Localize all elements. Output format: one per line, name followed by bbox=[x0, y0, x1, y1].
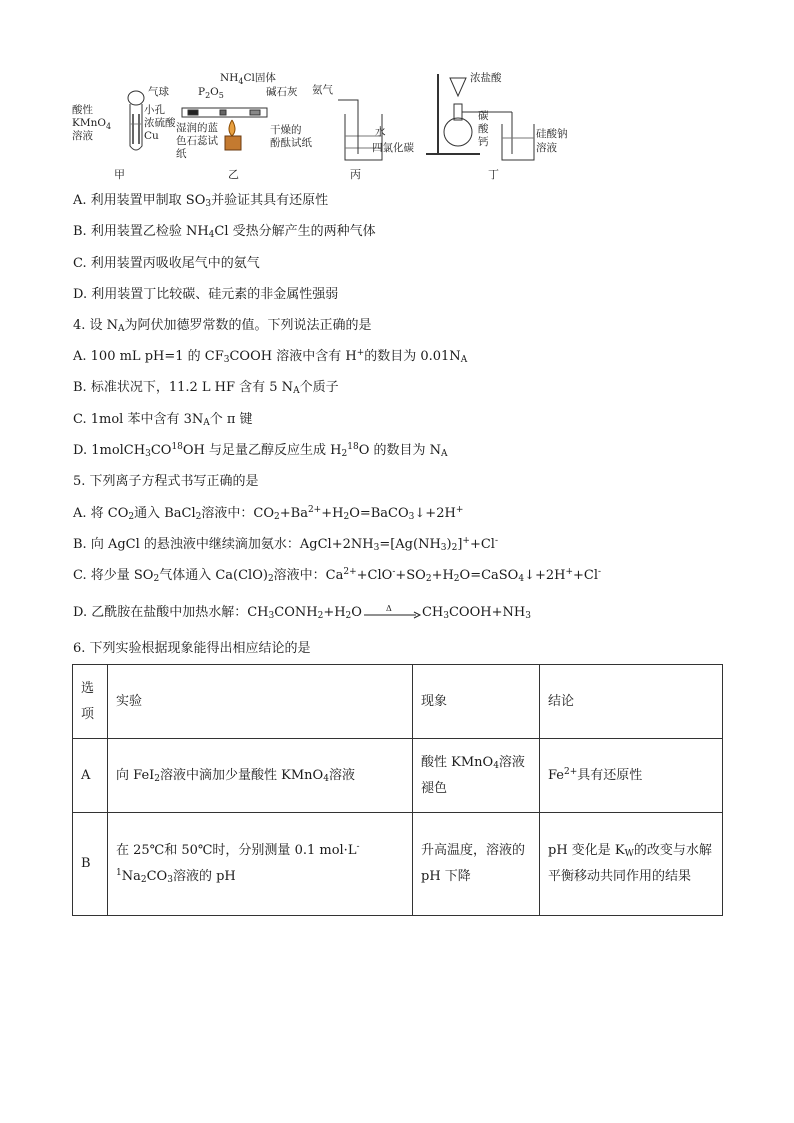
q4-stem: 4. 设 $N_A$为阿伏加德罗常数的值。下列说法正确的是 bbox=[73, 318, 372, 334]
yi-caption: 乙 bbox=[228, 168, 239, 181]
ding-label-2: 酸 bbox=[478, 123, 489, 135]
yi-label-8: 酚酞试纸 bbox=[270, 137, 312, 149]
bing-label-water: 水 bbox=[375, 126, 386, 138]
yi-label-6: 纸 bbox=[176, 148, 187, 160]
q4-option-b: B. 标准状况下，11.2 L HF 含有 5 $N_A$个质子 bbox=[73, 380, 339, 396]
jia-label-balloon: 气球 bbox=[148, 86, 169, 98]
jia-label-2: KMnO$_4$ bbox=[72, 117, 112, 132]
row-b-phenomenon: 升高温度，溶液的 pH 下降 bbox=[413, 813, 540, 916]
row-a-experiment: 向 FeI$_2$溶液中滴加少量酸性 KMnO$_4$溶液 bbox=[108, 739, 413, 813]
yi-label-4: 湿润的蓝 bbox=[176, 122, 218, 134]
q5-option-d: D. 乙酰胺在盐酸中加热水解：$CH_3CONH_2+H_2O$ Δ $CH_3COOH+NH_3$ bbox=[73, 603, 531, 621]
table-header-row bbox=[73, 665, 723, 739]
row-a-phenomenon: 酸性 KMnO$_4$溶液褪色 bbox=[413, 739, 540, 813]
ding-label-1: 碳 bbox=[478, 110, 489, 122]
yi-label-soda-lime: 碱石灰 bbox=[266, 86, 298, 98]
header-option: 选项 bbox=[73, 665, 108, 739]
jia-label-hole: 小孔 bbox=[144, 104, 165, 116]
q3-option-b: B. 利用装置乙检验 $NH_4Cl$ 受热分解产生的两种气体 bbox=[73, 224, 376, 240]
ding-label-hcl: 浓盐酸 bbox=[470, 72, 502, 84]
q6-stem: 6. 下列实验根据现象能得出相应结论的是 bbox=[73, 641, 311, 656]
q5-stem: 5. 下列离子方程式书写正确的是 bbox=[73, 474, 259, 489]
q4-option-d: D. $1molCH_3CO^{18}OH$ 与足量乙醇反应生成 $H_2^{18}O$ 的数目为 $N_A$ bbox=[73, 442, 448, 459]
yi-label-5: 色石蕊试 bbox=[176, 135, 218, 147]
q4-option-c: C. 1mol 苯中含有 $3N_A$个 π 键 bbox=[73, 412, 253, 428]
ding-label-4: 硅酸钠 bbox=[536, 128, 568, 140]
bing-label-ccl4: 四氯化碳 bbox=[372, 142, 414, 154]
jia-caption: 甲 bbox=[114, 168, 125, 181]
row-b-conclusion: pH 变化是 $K_W$的改变与水解平衡移动共同作用的结果 bbox=[540, 813, 723, 916]
apparatus-figure bbox=[70, 64, 600, 186]
row-a-option: A bbox=[73, 739, 108, 813]
q5-option-c: C. 将少量 $SO_2$气体通入 $Ca(ClO)_2$溶液中：$Ca^{2+}+ClO^-+SO_2+H_2O=CaSO_4↓+2H^++Cl^-$ bbox=[73, 567, 602, 584]
q4-option-a: A. 100 mL pH=1 的 $CF_3COOH$ 溶液中含有 H+的数目为 $0.01N_A$ bbox=[73, 348, 468, 365]
row-b-option: B bbox=[73, 813, 108, 916]
q3-option-a: A. 利用装置甲制取 $SO_3$并验证其具有还原性 bbox=[73, 193, 329, 209]
bing-caption: 丙 bbox=[350, 168, 361, 181]
jia-test-tube bbox=[130, 104, 142, 150]
q3-option-d: D. 利用装置丁比较碳、硅元素的非金属性强弱 bbox=[73, 287, 339, 302]
ding-caption: 丁 bbox=[488, 168, 499, 181]
q3-option-c: C. 利用装置丙吸收尾气中的氨气 bbox=[73, 256, 260, 271]
ding-funnel bbox=[450, 78, 466, 96]
yi-label-7: 干燥的 bbox=[270, 124, 302, 136]
yi-label-nh4cl: $NH_4Cl$固体 bbox=[220, 72, 276, 87]
header-experiment: 实验 bbox=[108, 665, 413, 739]
jia-label-3: 溶液 bbox=[72, 130, 93, 142]
jia-label-cu: Cu bbox=[144, 130, 159, 142]
jia-balloon bbox=[128, 91, 144, 105]
jia-label-acid: 浓硫酸 bbox=[144, 117, 176, 129]
row-b-experiment: 在 25℃和 50℃时，分别测量 0.1 $mol\cdot L^{-1}Na_2CO_3$溶液的 pH bbox=[108, 813, 413, 916]
yi-burner bbox=[225, 136, 241, 150]
yi-label-p2o5: $P_2O_5$ bbox=[198, 86, 224, 101]
q5-option-b: B. 向 AgCl 的悬浊液中继续滴加氨水：$AgCl+2NH_3=[Ag(NH_3)_2]^++Cl^-$ bbox=[73, 536, 499, 553]
bing-gas-tube bbox=[338, 100, 358, 154]
table-row bbox=[73, 813, 723, 916]
bing-label-ammonia: 氨气 bbox=[312, 84, 333, 96]
q5-option-a: A. 将 $CO_2$通入 BaCl$_2$溶液中：$CO_2+Ba^{2+}+H_2O=BaCO_3↓+2H^+$ bbox=[73, 505, 464, 522]
ding-label-3: 钙 bbox=[478, 136, 489, 148]
yi-flame bbox=[229, 120, 235, 136]
experiment-table bbox=[72, 664, 723, 916]
ding-label-5: 溶液 bbox=[536, 142, 557, 154]
header-conclusion: 结论 bbox=[540, 665, 723, 739]
row-a-conclusion: $Fe^{2+}$具有还原性 bbox=[540, 739, 723, 813]
ding-beaker bbox=[502, 124, 534, 160]
header-phenomenon: 现象 bbox=[413, 665, 540, 739]
heat-arrow: Δ bbox=[362, 606, 422, 620]
jia-label-1: 酸性 bbox=[72, 104, 93, 116]
table-row bbox=[73, 739, 723, 813]
ding-flask bbox=[444, 118, 472, 146]
